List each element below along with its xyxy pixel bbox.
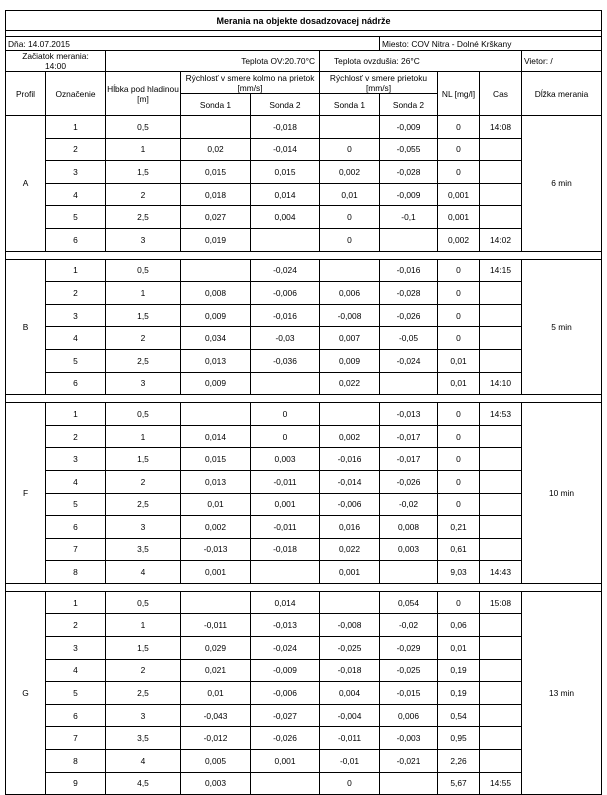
table-row bbox=[6, 304, 602, 327]
nl-cell: 0,001 bbox=[438, 183, 480, 206]
table-row bbox=[6, 206, 602, 229]
prietok-sonda1-cell: 0 bbox=[320, 228, 380, 251]
prietok-sonda2-cell: -0,017 bbox=[380, 425, 438, 448]
hlbka-cell: 4,5 bbox=[106, 772, 181, 795]
kolmo-sonda2-cell: -0,018 bbox=[251, 116, 320, 139]
prietok-sonda2-cell: -0,05 bbox=[380, 327, 438, 350]
kolmo-sonda1-cell: 0,018 bbox=[181, 183, 251, 206]
kolmo-sonda2-cell: 0,001 bbox=[251, 493, 320, 516]
hlbka-cell: 2 bbox=[106, 327, 181, 350]
date-label: Dňa: 14.07.2015 bbox=[6, 37, 380, 51]
kolmo-sonda2-cell: -0,018 bbox=[251, 538, 320, 561]
kolmo-sonda2-cell: 0,014 bbox=[251, 591, 320, 614]
kolmo-sonda1-cell: 0,001 bbox=[181, 561, 251, 584]
table-row bbox=[6, 538, 602, 561]
hlbka-cell: 2 bbox=[106, 183, 181, 206]
cas-cell: 14:43 bbox=[480, 561, 522, 584]
hlbka-cell: 2 bbox=[106, 659, 181, 682]
oznacenie-cell: 6 bbox=[46, 372, 106, 395]
oznacenie-cell: 3 bbox=[46, 161, 106, 184]
kolmo-sonda1-cell: 0,01 bbox=[181, 493, 251, 516]
place-label: Miesto: COV Nitra - Dolné Krškany bbox=[380, 37, 602, 51]
prietok-sonda2-cell: 0,003 bbox=[380, 538, 438, 561]
hlbka-cell: 1 bbox=[106, 425, 181, 448]
cas-cell bbox=[480, 138, 522, 161]
cas-cell bbox=[480, 682, 522, 705]
table-row bbox=[6, 372, 602, 395]
cas-cell: 14:08 bbox=[480, 116, 522, 139]
wind-label: Vietor: / bbox=[522, 51, 602, 72]
prietok-sonda2-cell: -0,021 bbox=[380, 750, 438, 773]
kolmo-sonda1-cell: 0,029 bbox=[181, 637, 251, 660]
table-row bbox=[6, 561, 602, 584]
prietok-sonda2-cell: -0,024 bbox=[380, 349, 438, 372]
oznacenie-cell: 3 bbox=[46, 448, 106, 471]
hlbka-cell: 0,5 bbox=[106, 116, 181, 139]
kolmo-sonda2-cell bbox=[251, 561, 320, 584]
kolmo-sonda2-cell: -0,03 bbox=[251, 327, 320, 350]
prietok-sonda1-cell: 0,022 bbox=[320, 372, 380, 395]
kolmo-sonda1-cell: 0,019 bbox=[181, 228, 251, 251]
header-sonda2b: Sonda 2 bbox=[380, 94, 438, 116]
prietok-sonda2-cell: -0,016 bbox=[380, 259, 438, 282]
oznacenie-cell: 5 bbox=[46, 493, 106, 516]
hlbka-cell: 0,5 bbox=[106, 259, 181, 282]
cas-cell bbox=[480, 470, 522, 493]
duration-cell: 13 min bbox=[522, 591, 602, 794]
cas-cell bbox=[480, 448, 522, 471]
table-row bbox=[6, 228, 602, 251]
prietok-sonda2-cell bbox=[380, 372, 438, 395]
prietok-sonda1-cell: 0,022 bbox=[320, 538, 380, 561]
nl-cell: 0,21 bbox=[438, 516, 480, 539]
prietok-sonda1-cell bbox=[320, 116, 380, 139]
hlbka-cell: 1,5 bbox=[106, 448, 181, 471]
cas-cell bbox=[480, 425, 522, 448]
temp-air: Teplota ovzdušia: 26°C bbox=[320, 51, 522, 72]
kolmo-sonda1-cell: 0,015 bbox=[181, 161, 251, 184]
hlbka-cell: 3 bbox=[106, 228, 181, 251]
hlbka-cell: 3,5 bbox=[106, 538, 181, 561]
table-row bbox=[6, 349, 602, 372]
hlbka-cell: 1,5 bbox=[106, 304, 181, 327]
prietok-sonda1-cell: -0,014 bbox=[320, 470, 380, 493]
cas-cell bbox=[480, 206, 522, 229]
cas-cell bbox=[480, 704, 522, 727]
oznacenie-cell: 1 bbox=[46, 591, 106, 614]
hlbka-cell: 4 bbox=[106, 561, 181, 584]
prietok-sonda1-cell: -0,01 bbox=[320, 750, 380, 773]
header-nl: NL [mg/l] bbox=[438, 72, 480, 116]
oznacenie-cell: 9 bbox=[46, 772, 106, 795]
nl-cell: 0,001 bbox=[438, 206, 480, 229]
prietok-sonda2-cell bbox=[380, 561, 438, 584]
table-row bbox=[6, 183, 602, 206]
temp-ov: Teplota OV:20.70°C bbox=[106, 51, 320, 72]
table-row bbox=[6, 470, 602, 493]
prietok-sonda1-cell: -0,006 bbox=[320, 493, 380, 516]
prietok-sonda1-cell: -0,018 bbox=[320, 659, 380, 682]
kolmo-sonda1-cell: 0,034 bbox=[181, 327, 251, 350]
hlbka-cell: 1 bbox=[106, 282, 181, 305]
nl-cell: 0 bbox=[438, 403, 480, 426]
kolmo-sonda2-cell: -0,009 bbox=[251, 659, 320, 682]
spacer-row bbox=[6, 251, 602, 259]
kolmo-sonda2-cell: -0,014 bbox=[251, 138, 320, 161]
profile-name: A bbox=[6, 116, 46, 252]
kolmo-sonda2-cell: -0,027 bbox=[251, 704, 320, 727]
nl-cell: 0 bbox=[438, 493, 480, 516]
oznacenie-cell: 3 bbox=[46, 304, 106, 327]
prietok-sonda2-cell: -0,029 bbox=[380, 637, 438, 660]
table-row bbox=[6, 259, 602, 282]
kolmo-sonda2-cell: -0,011 bbox=[251, 470, 320, 493]
kolmo-sonda1-cell: 0,013 bbox=[181, 470, 251, 493]
cas-cell: 14:53 bbox=[480, 403, 522, 426]
prietok-sonda1-cell: -0,025 bbox=[320, 637, 380, 660]
prietok-sonda2-cell: -0,009 bbox=[380, 183, 438, 206]
prietok-sonda1-cell: -0,008 bbox=[320, 304, 380, 327]
nl-cell: 0 bbox=[438, 448, 480, 471]
table-row bbox=[6, 403, 602, 426]
prietok-sonda1-cell: 0,002 bbox=[320, 161, 380, 184]
nl-cell: 0,01 bbox=[438, 637, 480, 660]
table-row bbox=[6, 637, 602, 660]
hlbka-cell: 2,5 bbox=[106, 206, 181, 229]
kolmo-sonda1-cell: 0,009 bbox=[181, 372, 251, 395]
kolmo-sonda1-cell bbox=[181, 403, 251, 426]
kolmo-sonda2-cell: 0,004 bbox=[251, 206, 320, 229]
kolmo-sonda1-cell: -0,013 bbox=[181, 538, 251, 561]
table-row bbox=[6, 614, 602, 637]
nl-cell: 0 bbox=[438, 282, 480, 305]
prietok-sonda2-cell: -0,009 bbox=[380, 116, 438, 139]
kolmo-sonda2-cell: -0,024 bbox=[251, 259, 320, 282]
kolmo-sonda2-cell: -0,013 bbox=[251, 614, 320, 637]
cas-cell bbox=[480, 614, 522, 637]
oznacenie-cell: 8 bbox=[46, 561, 106, 584]
cas-cell bbox=[480, 516, 522, 539]
kolmo-sonda1-cell: 0,021 bbox=[181, 659, 251, 682]
prietok-sonda1-cell: 0 bbox=[320, 772, 380, 795]
prietok-sonda2-cell: -0,1 bbox=[380, 206, 438, 229]
profile-name: B bbox=[6, 259, 46, 395]
prietok-sonda2-cell: -0,02 bbox=[380, 614, 438, 637]
prietok-sonda2-cell: 0,008 bbox=[380, 516, 438, 539]
profile-name: F bbox=[6, 403, 46, 584]
prietok-sonda1-cell: 0,002 bbox=[320, 425, 380, 448]
oznacenie-cell: 5 bbox=[46, 206, 106, 229]
oznacenie-cell: 4 bbox=[46, 327, 106, 350]
kolmo-sonda1-cell: 0,01 bbox=[181, 682, 251, 705]
prietok-sonda2-cell: 0,006 bbox=[380, 704, 438, 727]
header-rychlost-kolmo: Rýchlosť v smere kolmo na prietok [mm/s] bbox=[181, 72, 320, 94]
cas-cell bbox=[480, 327, 522, 350]
kolmo-sonda2-cell: 0,001 bbox=[251, 750, 320, 773]
nl-cell: 0,19 bbox=[438, 659, 480, 682]
duration-cell: 10 min bbox=[522, 403, 602, 584]
spacer-row bbox=[6, 395, 602, 403]
oznacenie-cell: 1 bbox=[46, 116, 106, 139]
prietok-sonda1-cell: -0,011 bbox=[320, 727, 380, 750]
duration-cell: 5 min bbox=[522, 259, 602, 395]
oznacenie-cell: 6 bbox=[46, 704, 106, 727]
table-row bbox=[6, 161, 602, 184]
prietok-sonda1-cell: 0,009 bbox=[320, 349, 380, 372]
prietok-sonda2-cell: -0,055 bbox=[380, 138, 438, 161]
cas-cell: 14:10 bbox=[480, 372, 522, 395]
table-row bbox=[6, 493, 602, 516]
oznacenie-cell: 1 bbox=[46, 403, 106, 426]
nl-cell: 0 bbox=[438, 259, 480, 282]
hlbka-cell: 1 bbox=[106, 614, 181, 637]
table-row bbox=[6, 138, 602, 161]
kolmo-sonda2-cell: 0,003 bbox=[251, 448, 320, 471]
kolmo-sonda1-cell: 0,013 bbox=[181, 349, 251, 372]
kolmo-sonda2-cell: -0,024 bbox=[251, 637, 320, 660]
cas-cell: 14:02 bbox=[480, 228, 522, 251]
prietok-sonda2-cell: -0,003 bbox=[380, 727, 438, 750]
oznacenie-cell: 6 bbox=[46, 228, 106, 251]
oznacenie-cell: 7 bbox=[46, 727, 106, 750]
kolmo-sonda1-cell: -0,012 bbox=[181, 727, 251, 750]
cas-cell bbox=[480, 493, 522, 516]
kolmo-sonda1-cell: 0,005 bbox=[181, 750, 251, 773]
prietok-sonda2-cell: -0,02 bbox=[380, 493, 438, 516]
prietok-sonda1-cell: 0,016 bbox=[320, 516, 380, 539]
prietok-sonda1-cell: -0,008 bbox=[320, 614, 380, 637]
hlbka-cell: 4 bbox=[106, 750, 181, 773]
nl-cell: 0 bbox=[438, 138, 480, 161]
oznacenie-cell: 4 bbox=[46, 470, 106, 493]
hlbka-cell: 1,5 bbox=[106, 637, 181, 660]
hlbka-cell: 0,5 bbox=[106, 403, 181, 426]
kolmo-sonda1-cell: 0,008 bbox=[181, 282, 251, 305]
oznacenie-cell: 2 bbox=[46, 282, 106, 305]
spacer-cell bbox=[6, 395, 602, 403]
cas-cell bbox=[480, 183, 522, 206]
prietok-sonda1-cell: -0,004 bbox=[320, 704, 380, 727]
cas-cell bbox=[480, 727, 522, 750]
kolmo-sonda2-cell bbox=[251, 772, 320, 795]
header-profil: Profil bbox=[6, 72, 46, 116]
spacer-cell bbox=[6, 251, 602, 259]
prietok-sonda2-cell: -0,015 bbox=[380, 682, 438, 705]
hlbka-cell: 3 bbox=[106, 704, 181, 727]
cas-cell: 14:55 bbox=[480, 772, 522, 795]
prietok-sonda2-cell: -0,028 bbox=[380, 282, 438, 305]
kolmo-sonda1-cell: 0,003 bbox=[181, 772, 251, 795]
kolmo-sonda2-cell: -0,036 bbox=[251, 349, 320, 372]
duration-cell: 6 min bbox=[522, 116, 602, 252]
prietok-sonda2-cell: -0,026 bbox=[380, 470, 438, 493]
nl-cell: 0,19 bbox=[438, 682, 480, 705]
spacer-row bbox=[6, 583, 602, 591]
hlbka-cell: 1,5 bbox=[106, 161, 181, 184]
kolmo-sonda2-cell bbox=[251, 372, 320, 395]
kolmo-sonda2-cell: 0,015 bbox=[251, 161, 320, 184]
prietok-sonda2-cell: -0,025 bbox=[380, 659, 438, 682]
header-sonda1: Sonda 1 bbox=[181, 94, 251, 116]
kolmo-sonda1-cell: -0,043 bbox=[181, 704, 251, 727]
nl-cell: 0,95 bbox=[438, 727, 480, 750]
kolmo-sonda2-cell: -0,011 bbox=[251, 516, 320, 539]
header-hlbka: Hĺbka pod hladinou [m] bbox=[106, 72, 181, 116]
nl-cell: 0,01 bbox=[438, 372, 480, 395]
prietok-sonda2-cell: -0,026 bbox=[380, 304, 438, 327]
nl-cell: 2,26 bbox=[438, 750, 480, 773]
kolmo-sonda2-cell bbox=[251, 228, 320, 251]
oznacenie-cell: 8 bbox=[46, 750, 106, 773]
hlbka-cell: 0,5 bbox=[106, 591, 181, 614]
nl-cell: 0 bbox=[438, 591, 480, 614]
cas-cell bbox=[480, 304, 522, 327]
hlbka-cell: 3,5 bbox=[106, 727, 181, 750]
kolmo-sonda1-cell: 0,014 bbox=[181, 425, 251, 448]
table-row bbox=[6, 591, 602, 614]
cas-cell bbox=[480, 637, 522, 660]
spacer-cell bbox=[6, 583, 602, 591]
oznacenie-cell: 3 bbox=[46, 637, 106, 660]
nl-cell: 0,01 bbox=[438, 349, 480, 372]
kolmo-sonda2-cell: -0,026 bbox=[251, 727, 320, 750]
nl-cell: 0,06 bbox=[438, 614, 480, 637]
table-row bbox=[6, 772, 602, 795]
header-rychlost-prietoku: Rýchlosť v smere prietoku [mm/s] bbox=[320, 72, 438, 94]
header-oznacenie: Označenie bbox=[46, 72, 106, 116]
kolmo-sonda2-cell: 0 bbox=[251, 403, 320, 426]
prietok-sonda2-cell: -0,028 bbox=[380, 161, 438, 184]
hlbka-cell: 3 bbox=[106, 516, 181, 539]
table-row bbox=[6, 659, 602, 682]
kolmo-sonda2-cell: -0,006 bbox=[251, 282, 320, 305]
hlbka-cell: 2,5 bbox=[106, 349, 181, 372]
start-time: 14:00 bbox=[45, 61, 66, 71]
cas-cell bbox=[480, 282, 522, 305]
table-title: Merania na objekte dosadzovacej nádrže bbox=[6, 11, 602, 31]
kolmo-sonda1-cell: 0,009 bbox=[181, 304, 251, 327]
prietok-sonda2-cell bbox=[380, 228, 438, 251]
oznacenie-cell: 5 bbox=[46, 349, 106, 372]
cas-cell: 15:08 bbox=[480, 591, 522, 614]
hlbka-cell: 1 bbox=[106, 138, 181, 161]
hlbka-cell: 2 bbox=[106, 470, 181, 493]
cas-cell bbox=[480, 161, 522, 184]
table-row bbox=[6, 448, 602, 471]
cas-cell bbox=[480, 750, 522, 773]
header-cas: Cas bbox=[480, 72, 522, 116]
table-row bbox=[6, 727, 602, 750]
nl-cell: 0 bbox=[438, 470, 480, 493]
oznacenie-cell: 2 bbox=[46, 614, 106, 637]
nl-cell: 0,61 bbox=[438, 538, 480, 561]
prietok-sonda1-cell: 0 bbox=[320, 138, 380, 161]
kolmo-sonda1-cell: 0,027 bbox=[181, 206, 251, 229]
kolmo-sonda1-cell: 0,02 bbox=[181, 138, 251, 161]
hlbka-cell: 3 bbox=[106, 372, 181, 395]
measurement-table bbox=[5, 10, 602, 795]
table-row bbox=[6, 282, 602, 305]
kolmo-sonda1-cell: 0,015 bbox=[181, 448, 251, 471]
table-row bbox=[6, 327, 602, 350]
prietok-sonda2-cell: -0,013 bbox=[380, 403, 438, 426]
prietok-sonda1-cell: 0,006 bbox=[320, 282, 380, 305]
nl-cell: 0 bbox=[438, 425, 480, 448]
oznacenie-cell: 1 bbox=[46, 259, 106, 282]
prietok-sonda1-cell bbox=[320, 591, 380, 614]
cas-cell bbox=[480, 349, 522, 372]
hlbka-cell: 2,5 bbox=[106, 682, 181, 705]
oznacenie-cell: 7 bbox=[46, 538, 106, 561]
prietok-sonda1-cell bbox=[320, 403, 380, 426]
prietok-sonda1-cell: 0,01 bbox=[320, 183, 380, 206]
kolmo-sonda1-cell bbox=[181, 116, 251, 139]
nl-cell: 9,03 bbox=[438, 561, 480, 584]
kolmo-sonda1-cell: 0,002 bbox=[181, 516, 251, 539]
nl-cell: 0,54 bbox=[438, 704, 480, 727]
prietok-sonda1-cell bbox=[320, 259, 380, 282]
header-dlzka: Dĺžka merania bbox=[522, 72, 602, 116]
prietok-sonda1-cell: 0,004 bbox=[320, 682, 380, 705]
kolmo-sonda2-cell: 0,014 bbox=[251, 183, 320, 206]
start-label: Začiatok merania: bbox=[22, 51, 89, 61]
oznacenie-cell: 2 bbox=[46, 425, 106, 448]
nl-cell: 5,67 bbox=[438, 772, 480, 795]
prietok-sonda1-cell: 0,007 bbox=[320, 327, 380, 350]
kolmo-sonda1-cell: -0,011 bbox=[181, 614, 251, 637]
header-sonda2: Sonda 2 bbox=[251, 94, 320, 116]
table-row bbox=[6, 516, 602, 539]
oznacenie-cell: 5 bbox=[46, 682, 106, 705]
prietok-sonda1-cell: 0,001 bbox=[320, 561, 380, 584]
cas-cell: 14:15 bbox=[480, 259, 522, 282]
nl-cell: 0 bbox=[438, 304, 480, 327]
prietok-sonda2-cell: 0,054 bbox=[380, 591, 438, 614]
kolmo-sonda2-cell: -0,016 bbox=[251, 304, 320, 327]
table-row bbox=[6, 116, 602, 139]
prietok-sonda1-cell: 0 bbox=[320, 206, 380, 229]
prietok-sonda2-cell: -0,017 bbox=[380, 448, 438, 471]
table-row bbox=[6, 682, 602, 705]
oznacenie-cell: 2 bbox=[46, 138, 106, 161]
kolmo-sonda2-cell: -0,006 bbox=[251, 682, 320, 705]
table-row bbox=[6, 750, 602, 773]
kolmo-sonda1-cell bbox=[181, 259, 251, 282]
prietok-sonda1-cell: -0,016 bbox=[320, 448, 380, 471]
oznacenie-cell: 6 bbox=[46, 516, 106, 539]
nl-cell: 0 bbox=[438, 116, 480, 139]
profile-name: G bbox=[6, 591, 46, 794]
nl-cell: 0 bbox=[438, 327, 480, 350]
oznacenie-cell: 4 bbox=[46, 183, 106, 206]
nl-cell: 0 bbox=[438, 161, 480, 184]
cas-cell bbox=[480, 538, 522, 561]
prietok-sonda2-cell bbox=[380, 772, 438, 795]
table-row bbox=[6, 425, 602, 448]
kolmo-sonda2-cell: 0 bbox=[251, 425, 320, 448]
kolmo-sonda1-cell bbox=[181, 591, 251, 614]
table-row bbox=[6, 704, 602, 727]
cas-cell bbox=[480, 659, 522, 682]
hlbka-cell: 2,5 bbox=[106, 493, 181, 516]
header-sonda1b: Sonda 1 bbox=[320, 94, 380, 116]
nl-cell: 0,002 bbox=[438, 228, 480, 251]
start-cell bbox=[6, 51, 106, 72]
oznacenie-cell: 4 bbox=[46, 659, 106, 682]
